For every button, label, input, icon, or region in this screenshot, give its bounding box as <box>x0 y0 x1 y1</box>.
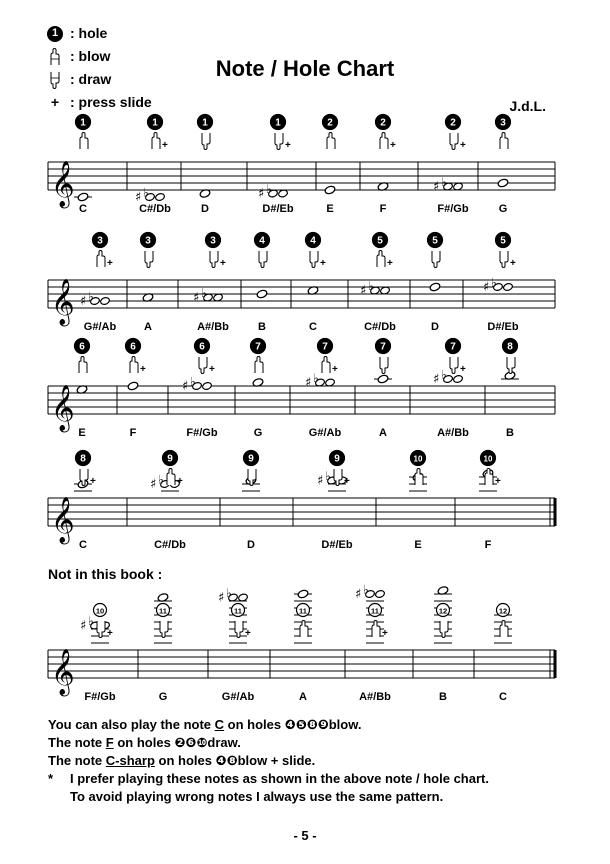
flat-icon: ♭ <box>368 279 374 293</box>
note <box>193 286 223 306</box>
note-label: F#/Gb <box>186 427 218 439</box>
note <box>429 282 441 292</box>
draw-icon <box>440 621 448 638</box>
notehead <box>453 374 464 383</box>
staff-row <box>0 446 610 556</box>
note-label: B <box>439 691 447 703</box>
sharp-icon: ♯ <box>80 618 87 634</box>
hole-number: 5 <box>432 235 438 247</box>
treble-clef-icon: 𝄞 <box>51 497 75 543</box>
plus-icon: + <box>209 364 215 375</box>
hole-number: 4 <box>259 235 265 247</box>
hole-number: 6 <box>130 341 136 353</box>
notehead <box>503 282 514 291</box>
notes-text <box>48 716 489 806</box>
plus-icon: + <box>285 140 291 151</box>
hole-number: 7 <box>322 341 328 353</box>
notehead <box>77 192 89 202</box>
treble-clef-icon: 𝄞 <box>51 279 75 325</box>
blow-icon <box>327 133 335 150</box>
notehead <box>155 192 166 201</box>
draw-icon <box>310 251 318 268</box>
note <box>80 614 110 643</box>
plus-icon: + <box>390 140 396 151</box>
draw-icon <box>202 133 210 150</box>
hole-number: 2 <box>450 117 456 129</box>
note-label: A#/Bb <box>359 691 391 703</box>
hole-number: 10 <box>95 606 105 616</box>
legend-label: : blow <box>70 48 111 64</box>
blow-icon <box>167 469 175 486</box>
draw-icon <box>432 251 440 268</box>
blow-icon <box>500 133 508 150</box>
hole-number: 9 <box>167 453 173 465</box>
note-line: To avoid playing wrong notes I always use the same pattern. <box>70 789 444 804</box>
hole-number: 10 <box>413 454 423 464</box>
sharp-icon: ♯ <box>433 372 440 387</box>
note <box>305 371 335 391</box>
notehead <box>324 185 336 195</box>
hole-number: 9 <box>334 453 340 465</box>
sharp-icon: ♯ <box>150 477 157 492</box>
note <box>360 279 390 299</box>
note-label: B <box>506 427 514 439</box>
blow-icon <box>372 621 380 638</box>
blow-icon <box>79 357 87 374</box>
staff-row <box>0 235 610 338</box>
hole-number: 2 <box>327 117 333 129</box>
flat-icon: ♭ <box>201 286 207 300</box>
section-heading: Not in this book : <box>48 566 163 582</box>
note-label: E <box>414 539 422 551</box>
note-label: D#/Eb <box>262 203 294 215</box>
page-title: Note / Hole Chart <box>215 56 395 81</box>
note-label: F#/Gb <box>84 691 116 703</box>
legend-label: : hole <box>70 25 108 41</box>
flat-icon: ♭ <box>88 614 94 628</box>
hole-number: 11 <box>234 606 242 616</box>
note-label: B <box>258 321 266 333</box>
draw-icon <box>275 133 283 150</box>
note-label: F <box>484 539 492 551</box>
draw-icon <box>450 357 458 374</box>
hole-number: 7 <box>380 341 386 353</box>
staff <box>0 446 610 556</box>
staff <box>0 235 610 338</box>
note-label: F <box>379 203 387 215</box>
note <box>127 381 139 391</box>
plus-icon: + <box>344 476 350 487</box>
draw-icon <box>380 357 388 374</box>
flat-icon: ♭ <box>325 469 331 483</box>
note-label: D#/Eb <box>321 539 353 551</box>
plus-icon: + <box>107 628 113 639</box>
note-label: G#/Ab <box>308 427 342 439</box>
note-label: C#/Db <box>364 321 396 333</box>
draw-icon <box>97 621 105 638</box>
hole-number: 9 <box>248 453 254 465</box>
note-label: C <box>309 321 317 333</box>
blow-icon <box>322 357 330 374</box>
note <box>258 182 288 202</box>
plus-icon: + <box>495 476 501 487</box>
plus-icon: + <box>245 628 251 639</box>
plus-icon: + <box>382 628 388 639</box>
draw-icon <box>500 251 508 268</box>
blow-icon <box>300 621 308 638</box>
notehead <box>100 296 111 305</box>
hole-number: 1 <box>80 117 86 129</box>
blow-icon <box>415 469 423 486</box>
notehead <box>429 282 441 292</box>
hole-number: 3 <box>500 117 506 129</box>
blow-icon <box>152 133 160 150</box>
hole-number: 8 <box>507 341 513 353</box>
draw-icon <box>160 621 168 638</box>
blow-icon <box>130 357 138 374</box>
flat-icon: ♭ <box>313 371 319 385</box>
hole-number: 8 <box>80 453 86 465</box>
sharp-icon: ♯ <box>80 294 87 309</box>
note-label: A <box>144 321 152 333</box>
draw-icon <box>199 357 207 374</box>
plus-icon: + <box>177 476 183 487</box>
plus-icon: + <box>90 476 96 487</box>
hole-number-icon: 1 <box>47 26 63 42</box>
treble-clef-icon: 𝄞 <box>51 161 75 207</box>
note <box>433 368 463 388</box>
sharp-icon: ♯ <box>182 379 189 394</box>
notehead <box>297 589 309 599</box>
plus-icon: + <box>510 258 516 269</box>
hole-number: 3 <box>145 235 151 247</box>
sharp-icon: ♯ <box>193 290 200 306</box>
note <box>317 469 347 491</box>
note-label: C <box>79 539 87 551</box>
note <box>497 178 509 188</box>
note-label: D <box>247 539 255 551</box>
notehead <box>127 381 139 391</box>
note-label: C <box>79 203 87 215</box>
note-label: G#/Ab <box>221 691 255 703</box>
hole-number: 2 <box>380 117 386 129</box>
note <box>374 374 392 384</box>
note-line: You can also play the note C on holes ❹❺❽❾blow. <box>48 717 362 732</box>
flat-icon: ♭ <box>491 275 497 290</box>
sharp-icon: ♯ <box>433 179 440 195</box>
blow-icon <box>380 133 388 150</box>
note-label: D#/Eb <box>487 321 519 333</box>
staff-row <box>0 117 610 220</box>
legend-row-hole <box>46 22 152 45</box>
notehead <box>375 589 386 598</box>
notehead <box>497 178 509 188</box>
notehead <box>377 374 389 384</box>
flat-icon: ♭ <box>88 289 94 304</box>
note-label: F <box>129 427 137 439</box>
sharp-icon: ♯ <box>135 190 142 205</box>
plus-icon: + <box>387 258 393 269</box>
plus-icon: + <box>220 258 226 269</box>
sharp-icon: ♯ <box>360 283 367 299</box>
notehead <box>256 289 268 299</box>
hole-number: 12 <box>438 606 448 616</box>
flat-icon: ♭ <box>190 374 196 389</box>
page-number: - 5 - <box>293 828 317 843</box>
draw-icon <box>235 621 243 638</box>
plus-icon: + <box>50 94 60 110</box>
hole-number: 11 <box>299 606 307 616</box>
note-label: C#/Db <box>154 539 186 551</box>
hole-number: 6 <box>199 341 205 353</box>
note-label: E <box>326 203 334 215</box>
flat-icon: ♭ <box>143 185 149 200</box>
plus-icon: + <box>162 140 168 151</box>
staff-row <box>0 582 610 708</box>
note-line: The note F on holes ❷❻❿draw. <box>48 735 241 750</box>
note-label: D <box>431 321 439 333</box>
note-label: A <box>299 691 307 703</box>
hole-number: 5 <box>377 235 383 247</box>
plus-icon: + <box>460 364 466 375</box>
plus-icon: + <box>140 364 146 375</box>
note-line: * I prefer playing these notes as shown in the above note / hole chart. <box>48 771 489 786</box>
hole-number: 5 <box>500 235 506 247</box>
blow-icon <box>500 621 508 638</box>
note-label: G#/Ab <box>83 321 117 333</box>
sharp-icon: ♯ <box>305 375 312 391</box>
note <box>80 290 110 310</box>
note-label: G <box>498 203 508 215</box>
staff <box>0 341 610 444</box>
note <box>433 175 463 195</box>
note-label: A <box>379 427 387 439</box>
plus-icon: + <box>332 364 338 375</box>
note-label: A#/Bb <box>197 321 229 333</box>
legend-label: : draw <box>70 71 112 87</box>
draw-icon <box>507 357 515 374</box>
legend-label: : press slide <box>70 94 152 110</box>
note <box>324 185 336 195</box>
flat-icon: ♭ <box>363 582 369 597</box>
hole-number: 1 <box>202 117 208 129</box>
flat-icon: ♭ <box>441 367 447 382</box>
note <box>74 192 92 202</box>
sharp-icon: ♯ <box>317 473 324 489</box>
hole-number: 3 <box>210 235 216 247</box>
blow-icon <box>377 251 385 268</box>
flat-icon: ♭ <box>441 175 447 189</box>
note-line: The note C-sharp on holes ❹❽blow + slide. <box>48 753 316 768</box>
hole-number: 6 <box>79 341 85 353</box>
hole-number: 7 <box>450 341 456 353</box>
note-label: F#/Gb <box>437 203 469 215</box>
sharp-icon: ♯ <box>483 280 490 295</box>
staff-row <box>0 341 610 444</box>
plus-icon: + <box>460 140 466 151</box>
note-label: C <box>499 691 507 703</box>
note <box>483 276 513 296</box>
treble-clef-icon: 𝄞 <box>51 385 75 431</box>
hole-number: 4 <box>310 235 316 247</box>
hole-number: 7 <box>255 341 261 353</box>
hole-number: 1 <box>275 117 281 129</box>
note <box>150 473 180 493</box>
note <box>256 289 268 299</box>
sharp-icon: ♯ <box>218 590 225 606</box>
treble-clef-icon: 𝄞 <box>51 649 75 695</box>
author: J.d.L. <box>509 98 546 114</box>
sharp-icon: ♯ <box>258 186 265 202</box>
note-label: D <box>201 203 209 215</box>
blow-icon <box>255 357 263 374</box>
hole-number: 3 <box>97 235 103 247</box>
blow-icon <box>80 133 88 150</box>
staff <box>0 117 610 220</box>
legend-row-slide <box>46 91 152 114</box>
notehead <box>202 381 213 390</box>
sharp-icon: ♯ <box>355 587 362 602</box>
plus-icon: + <box>107 258 113 269</box>
note-label: A#/Bb <box>437 427 469 439</box>
note-label: C#/Db <box>139 203 171 215</box>
note-label: E <box>78 427 86 439</box>
flat-icon: ♭ <box>158 472 164 487</box>
draw-icon <box>450 133 458 150</box>
draw-icon <box>210 251 218 268</box>
draw-icon <box>259 251 267 268</box>
blow-icon <box>97 251 105 268</box>
flat-icon: ♭ <box>226 586 232 600</box>
hole-number: 1 <box>152 117 158 129</box>
hole-number: 12 <box>498 606 508 616</box>
note <box>182 375 212 395</box>
hole-number: 11 <box>371 606 379 616</box>
note-label: G <box>253 427 263 439</box>
staff <box>0 582 610 708</box>
flat-icon: ♭ <box>266 182 272 196</box>
plus-icon: + <box>320 258 326 269</box>
note-label: G <box>158 691 168 703</box>
hole-number: 10 <box>483 454 493 464</box>
hole-number: 11 <box>159 606 167 616</box>
draw-icon <box>145 251 153 268</box>
